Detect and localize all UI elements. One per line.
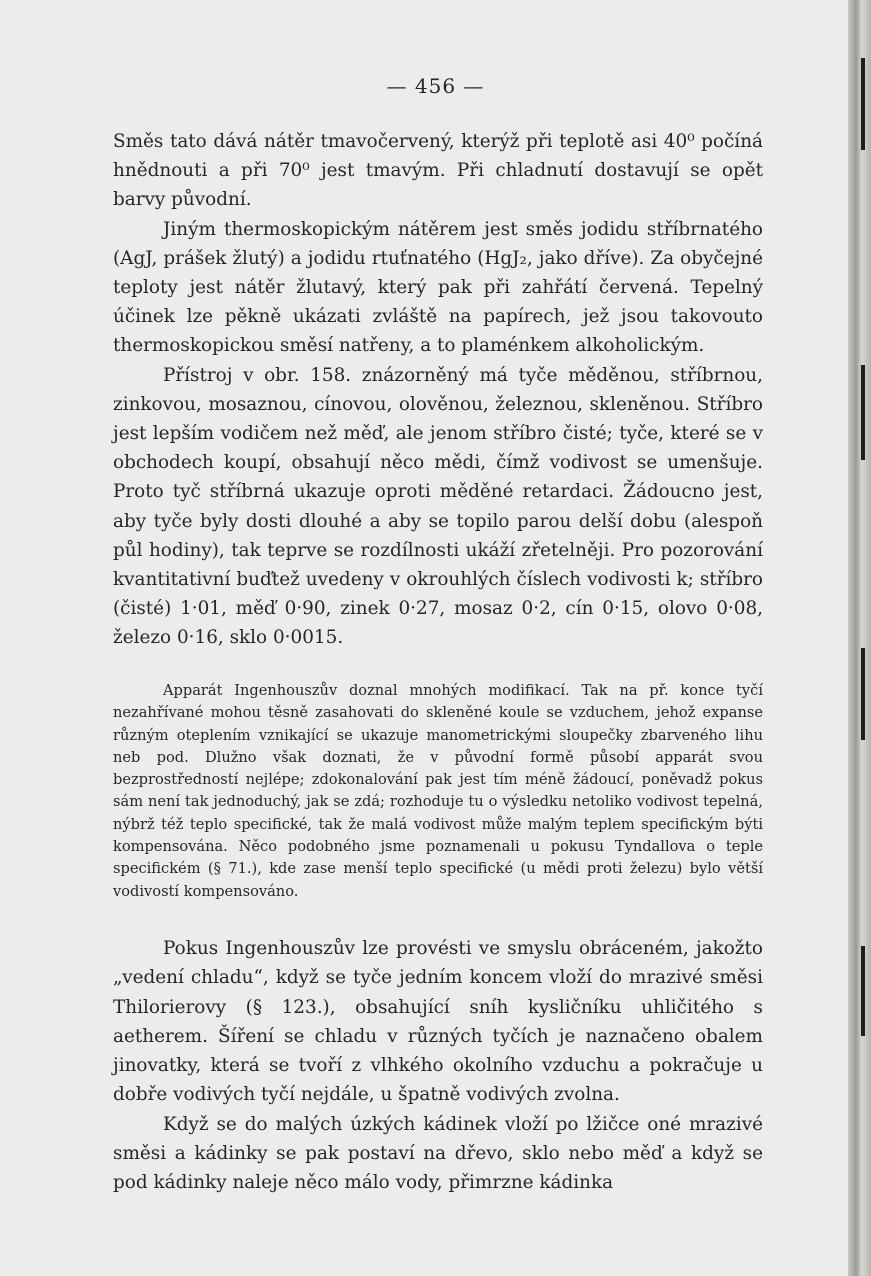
note-paragraph: Apparát Ingenhouszův doznal mnohých modifikací. Tak na př. konce tyčí nezahřívané mohou těsně zasahovati do skleněné koule se vzduchem, jehož expanse různým oteplením vznikající se ukazuje manometrickými sloupečky zbarveného lihu neb pod. Dlužno však doznati, že v původní formě působí apparát svou bezprostředností nejlépe; zdokonalování pak jest tím méně žádoucí, poněvadž pokus sám není tak jednoduchý, jak se zdá; rozhoduje tu o výsledku netoliko vodivost tepelná, nýbrž též teplo specifické, tak že malá vodivost může malým teplem specifickým býti kompensována. Něco podobného jsme poznamenali u pokusu Tyndallova o teple specifickém (§ 71.), kde zase menší teplo specifické (u mědi proti železu) bylo větší vodivostí kompensováno. bbox=[113, 682, 763, 900]
edge-mark bbox=[861, 58, 865, 150]
main-text-top bbox=[113, 127, 763, 653]
paragraph: Když se do malých úzkých kádinek vloží po lžičce oné mrazivé směsi a kádinky se pak postaví na dřevo, sklo nebo měď a když se pod kádinky naleje něco málo vody, přimrzne kádinka bbox=[113, 1113, 763, 1194]
main-text-bottom bbox=[113, 934, 763, 1198]
footnote-text bbox=[113, 680, 763, 903]
paragraph: Směs tato dává nátěr tmavočervený, kterýž při teplotě asi 40⁰ počíná hnědnouti a při 70⁰ jest tmavým. Při chladnutí dostavují se opět barvy původní. bbox=[113, 131, 763, 211]
paragraph: Jiným thermoskopickým nátěrem jest směs jodidu stříbrnatého (AgJ, prášek žlutý) a jodidu rtuťnatého (HgJ₂, jako dříve). Za obyčejné teploty jest nátěr žlutavý, který pak při zahřátí červená. Tepelný účinek lze pěkně ukázati zvláště na papírech, jež jsou takovouto thermoskopickou směsí natřeny, a to plaménkem alkoholickým. bbox=[113, 218, 763, 357]
paragraph: Přístroj v obr. 158. znázorněný má tyče měděnou, stříbrnou, zinkovou, mosaznou, cínovou, olověnou, železnou, skleněnou. Stříbro jest lepším vodičem než měď, ale jenom stříbro čisté; tyče, které se v obchodech koupí, obsahují něco mědi, čímž vodivost se umenšuje. Proto tyč stříbrná ukazuje oproti měděné retardaci. Žádoucno jest, aby tyče byly dosti dlouhé a aby se topilo parou delší dobu (alespoň půl hodiny), tak teprve se rozdílnosti ukáží zřetelněji. Pro pozorování kvantitativní buďtež uvedeny v okrouhlých číslech vodivosti k; stříbro (čisté) 1·01, měď 0·90, zinek 0·27, mosaz 0·2, cín 0·15, olovo 0·08, železo 0·16, sklo 0·0015. bbox=[113, 364, 763, 649]
edge-mark bbox=[861, 365, 865, 460]
page-number: — 456 — bbox=[386, 74, 485, 98]
paragraph: Pokus Ingenhouszův lze provésti ve smyslu obráceném, jakožto „vedení chladu“, když se tyče jedním koncem vloží do mrazivé směsi Thilorierovy (§ 123.), obsahující sníh kysličníku uhličitého s aetherem. Šíření se chladu v různých tyčích je naznačeno obalem jinovatky, která se tvoří z vlhkého okolního vzduchu a pokračuje u dobře vodivých tyčí nejdále, u špatně vodivých zvolna. bbox=[113, 938, 763, 1106]
page-edge bbox=[848, 0, 871, 1276]
edge-mark bbox=[861, 946, 865, 1036]
edge-mark bbox=[861, 648, 865, 740]
